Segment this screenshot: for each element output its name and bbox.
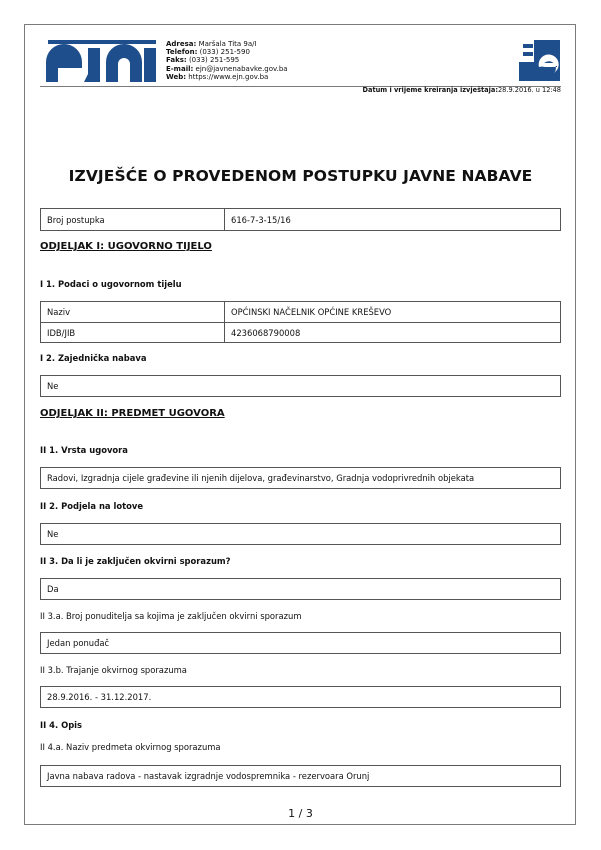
idb-value: 4236068790008 xyxy=(231,327,301,338)
i2-value: Ne xyxy=(40,375,561,397)
ii3-value: Da xyxy=(40,578,561,600)
created-datetime xyxy=(363,86,561,95)
email-value[interactable]: ejn@javnenabavke.gov.ba xyxy=(195,64,288,73)
contracting-body-table xyxy=(40,301,561,343)
fax-value: (033) 251-595 xyxy=(188,56,240,65)
section-1-heading: ODJELJAK I: UGOVORNO TIJELO xyxy=(40,241,212,252)
i2-heading: I 2. Zajednička nabava xyxy=(40,353,147,363)
page-number: 1 / 3 xyxy=(288,807,313,820)
ii3a-heading: II 3.a. Broj ponuditelja sa kojima je zaključen okvirni sporazum xyxy=(40,611,302,621)
naziv-label: Naziv xyxy=(41,302,225,322)
naziv-value: OPĆINSKI NAČELNIK OPĆINE KREŠEVO xyxy=(231,307,392,317)
ejn-logo-icon xyxy=(44,38,160,82)
procedure-table xyxy=(40,208,561,231)
idb-label: IDB/JIB xyxy=(41,323,225,342)
contact-block xyxy=(166,40,288,81)
address-value: Maršala Tita 9a/I xyxy=(198,40,257,48)
address-label: Adresa: xyxy=(166,40,197,48)
created-label: Datum i vrijeme kreiranja izvještaja: xyxy=(362,86,498,94)
phone-value: (033) 251-590 xyxy=(199,48,250,57)
fax-label: Faks: xyxy=(166,56,187,65)
phone-label: Telefon: xyxy=(166,48,198,57)
procedure-value: 616-7-3-15/16 xyxy=(231,214,291,225)
section-2-heading: ODJELJAK II: PREDMET UGOVORA xyxy=(40,408,225,419)
ii4-heading: II 4. Opis xyxy=(40,720,83,730)
i1-heading: I 1. Podaci o ugovornom tijelu xyxy=(40,279,182,289)
email-label: E-mail: xyxy=(166,64,194,73)
ii1-value: Radovi, Izgradnja cijele građevine ili njenih dijelova, građevinarstvo, Gradnja vodoprivrednih objekata xyxy=(40,467,561,489)
procedure-label: Broj postupka xyxy=(41,209,225,230)
created-value: 28.9.2016. u 12:48 xyxy=(497,86,561,94)
ii2-value: Ne xyxy=(40,523,561,545)
ii1-heading: II 1. Vrsta ugovora xyxy=(40,445,128,455)
ii2-heading: II 2. Podjela na lotove xyxy=(40,501,143,511)
document-title: IZVJEŠĆE O PROVEDENOM POSTUPKU JAVNE NABAVE xyxy=(68,167,533,185)
ii3a-value: Jedan ponuđač xyxy=(40,632,561,654)
ii4a-value: Javna nabava radova - nastavak izgradnje vodospremnika - rezervoara Orunj xyxy=(40,765,561,787)
e-logo-icon xyxy=(519,40,560,81)
web-value[interactable]: https://www.ejn.gov.ba xyxy=(188,72,269,81)
ii3b-value: 28.9.2016. - 31.12.2017. xyxy=(40,686,561,708)
ii4a-heading: II 4.a. Naziv predmeta okvirnog sporazuma xyxy=(40,742,221,752)
ii3-heading: II 3. Da li je zaključen okvirni sporazum? xyxy=(40,556,231,566)
ii3b-heading: II 3.b. Trajanje okvirnog sporazuma xyxy=(40,665,187,675)
web-label: Web: xyxy=(166,72,187,81)
